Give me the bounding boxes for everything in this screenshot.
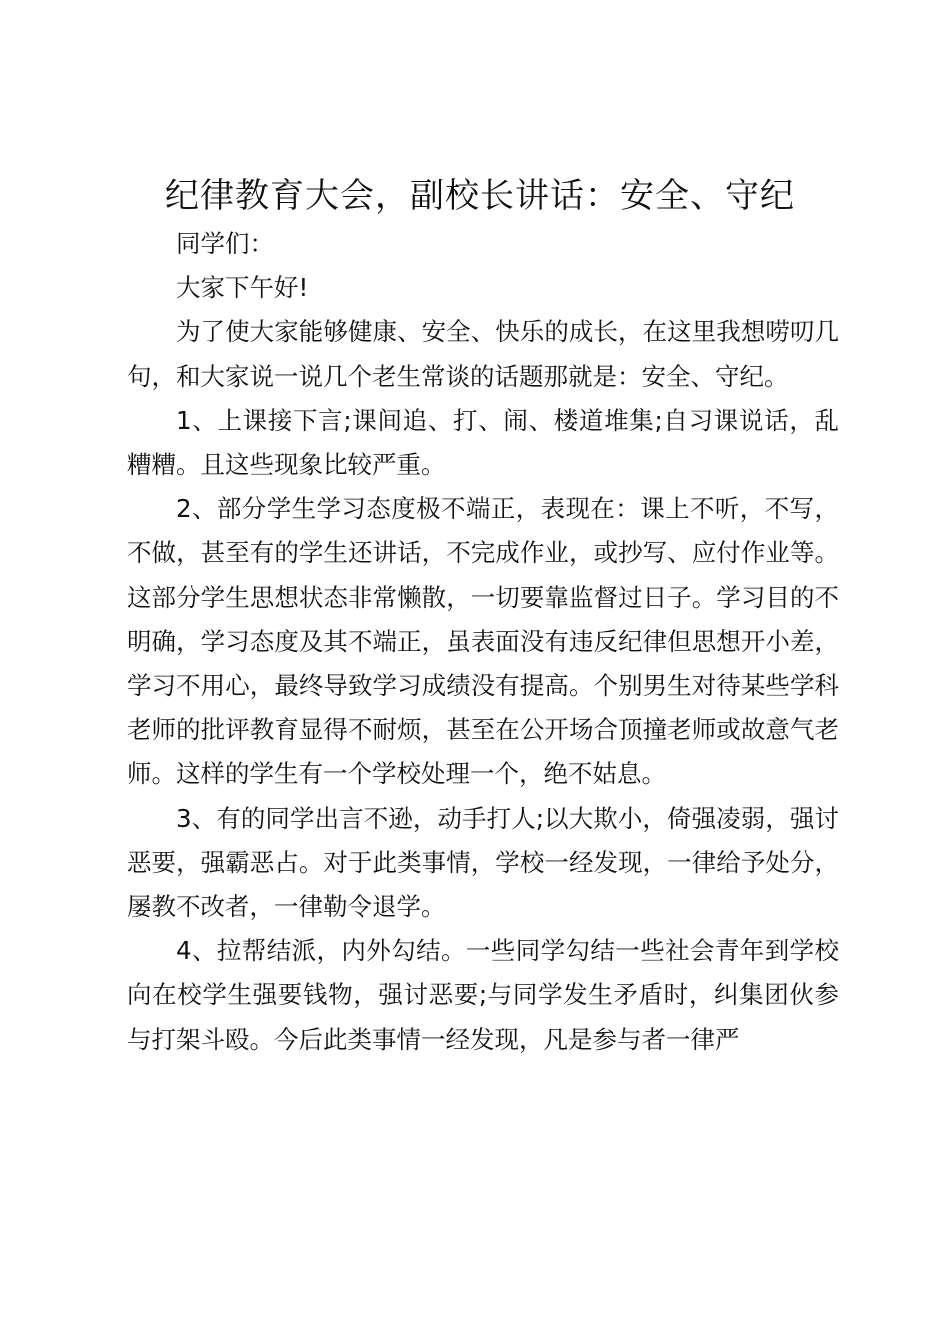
paragraph-item-2: 2、部分学生学习态度极不端正，表现在：课上不听，不写，不做，甚至有的学生还讲话，不完成作业，或抄写、应付作业等。这部分学生思想状态非常懒散，一切要靠监督过日子。学习目的不明确，学习态度及其不端正，虽表面没有违反纪律但思想开小差，学习不用心，最终导致学习成绩没有提高。个别男生对待某些学科老师的批评教育显得不耐烦，甚至在公开场合顶撞老师或故意气老师。这样的学生有一个学校处理一个，绝不姑息。 bbox=[127, 494, 839, 789]
paragraph-item-4: 4、拉帮结派，内外勾结。一些同学勾结一些社会青年到学校向在校学生强要钱物，强讨恶要;与同学发生矛盾时，纠集团伙参与打架斗殴。今后此类事情一经发现，凡是参与者一律严 bbox=[127, 936, 839, 1054]
paragraph-item-1: 1、上课接下言;课间追、打、闹、楼道堆集;自习课说话，乱糟糟。且这些现象比较严重。 bbox=[127, 405, 839, 480]
paragraph-intro: 为了使大家能够健康、安全、快乐的成长，在这里我想唠叨几句，和大家说一说几个老生常谈的话题那就是：安全、守纪。 bbox=[127, 317, 839, 391]
paragraph-salutation: 大家下午好! bbox=[176, 273, 309, 303]
paragraph-greeting: 同学们： bbox=[176, 229, 274, 258]
document-title: 纪律教育大会，副校长讲话：安全、守纪 bbox=[165, 176, 795, 216]
paragraph-item-3: 3、有的同学出言不逊，动手打人;以大欺小，倚强凌弱，强讨恶要，强霸恶占。对于此类事情，学校一经发现，一律给予处分，屡教不改者，一律勒令退学。 bbox=[127, 803, 839, 922]
document-body bbox=[127, 222, 839, 1062]
